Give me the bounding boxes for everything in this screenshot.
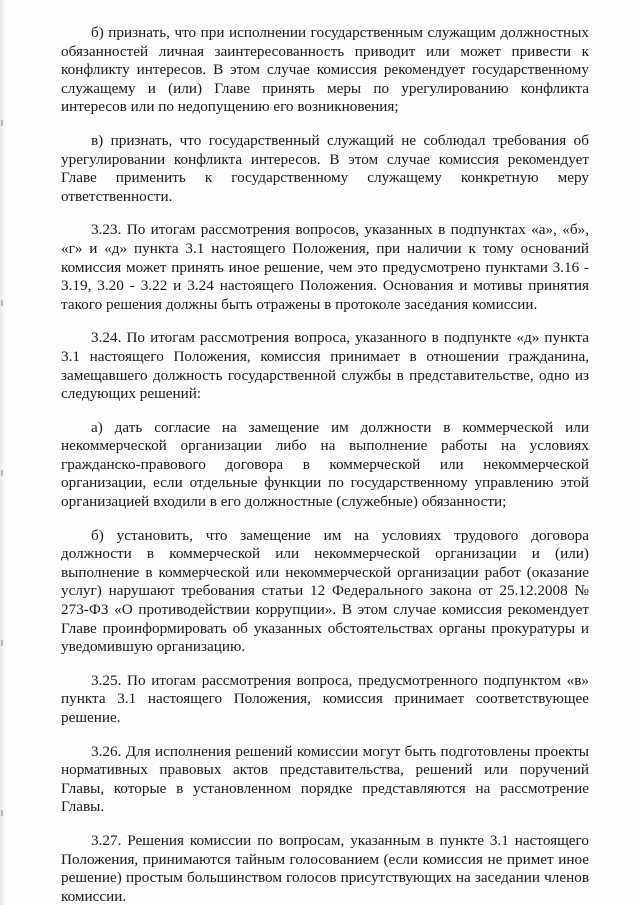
paragraph-3-27: 3.27. Решения комиссии по вопросам, указанным в пункте 3.1 настоящего Положения, принимаются тайным голосованием (если комиссия не примет иное решение) простым большинством голосов присутствующих на заседании членов комиссии. xyxy=(61,831,589,905)
scan-mark xyxy=(1,640,3,646)
paragraph-3-24: 3.24. По итогам рассмотрения вопроса, указанного в подпункте «д» пункта 3.1 настоящего Положения, комиссия принимает в отношении гражданина, замещавшего должность государственной службы в представительстве, одно из следующих решений: xyxy=(61,329,589,403)
scan-mark xyxy=(1,120,3,126)
scan-edge-shadow xyxy=(0,0,6,905)
scan-mark xyxy=(1,300,3,306)
paragraph-v-noncompliance: в) признать, что государственный служащий не соблюдал требования об урегулировании конфликта интересов. В этом случае комиссия рекомендует Главе применить к государственному служащему конкретную меру ответственности. xyxy=(61,131,589,205)
document-body xyxy=(61,24,589,921)
paragraph-3-26: 3.26. Для исполнения решений комиссии могут быть подготовлены проекты нормативных правовых актов представительства, решений или поручений Главы, которые в установленном порядке представляются на рассмотрение Главы. xyxy=(61,742,589,816)
paragraph-3-24-a: а) дать согласие на замещение им должности в коммерческой или некоммерческой организации либо на выполнение работы на условиях гражданско-правового договора в коммерческой или некоммерческой организации, если отдельные функции по государственному управлению этой организацией входили в его должностные (служебные) обязанности; xyxy=(61,418,589,511)
scan-mark xyxy=(1,810,3,816)
scan-mark xyxy=(1,470,3,476)
paragraph-3-24-b: б) установить, что замещение им на условиях трудового договора должности в коммерческой или некоммерческой организации и (или) выполнение в коммерческой или некоммерческой организации работ (оказание услуг) нарушают требования статьи 12 Федерального закона от 25.12.2008 № 273-ФЗ «О противодействии коррупции». В этом случае комиссия рекомендует Главе проинформировать об указанных обстоятельствах органы прокуратуры и уведомившую организацию. xyxy=(61,526,589,656)
paragraph-b-conflict: б) признать, что при исполнении государственным служащим должностных обязанностей личная заинтересованность приводит или может привести к конфликту интересов. В этом случае комиссия рекомендует государственному служащему и (или) Главе принять меры по урегулированию конфликта интересов или по недопущению его возникновения; xyxy=(61,24,589,116)
paragraph-3-23: 3.23. По итогам рассмотрения вопросов, указанных в подпунктах «а», «б», «г» и «д» пункта 3.1 настоящего Положения, при наличии к тому оснований комиссия может принять иное решение, чем это предусмотрено пунктами 3.16 - 3.19, 3.20 - 3.22 и 3.24 настоящего Положения. Основания и мотивы принятия такого решения должны быть отражены в протоколе заседания комиссии. xyxy=(61,221,589,313)
paragraph-3-25: 3.25. По итогам рассмотрения вопроса, предусмотренного подпунктом «в» пункта 3.1 настоящего Положения, комиссия принимает соответствующее решение. xyxy=(61,671,589,726)
